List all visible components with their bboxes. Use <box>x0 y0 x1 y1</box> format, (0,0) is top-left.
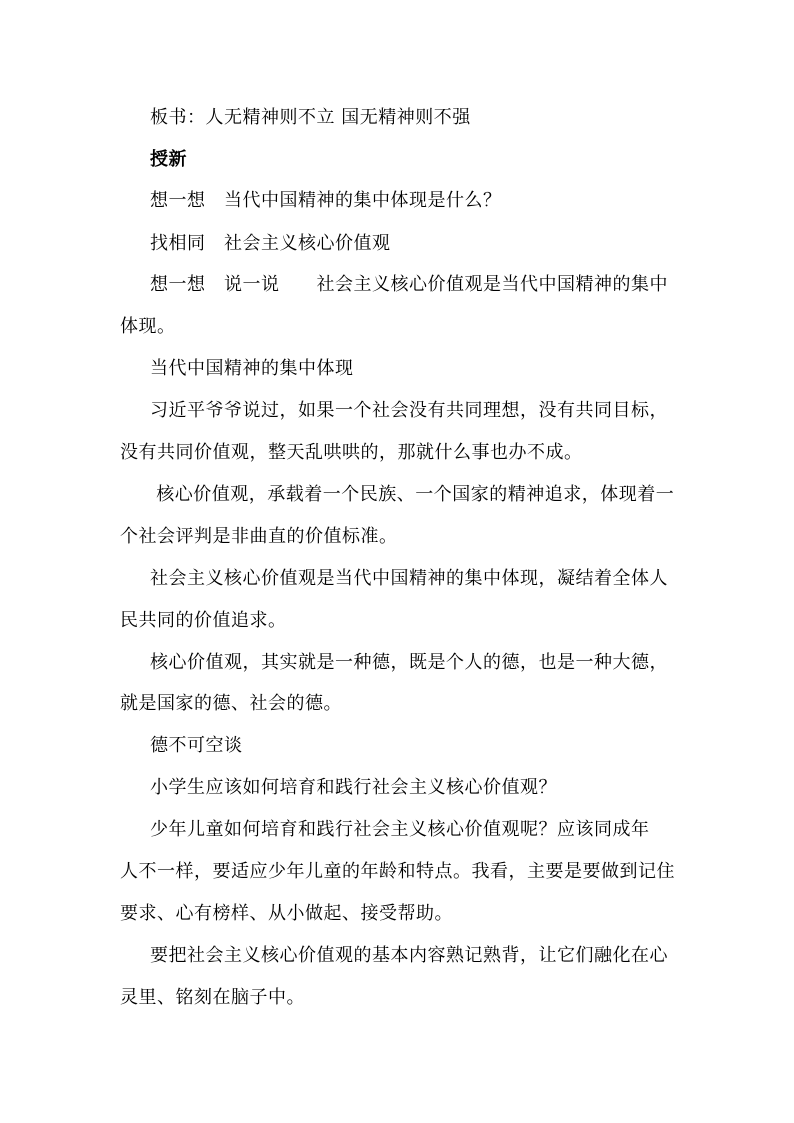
think-question: 想一想 当代中国精神的集中体现是什么？ <box>150 190 502 211</box>
paragraph-5-line-2: 人不一样，要适应少年儿童的年龄和特点。我看，主要是要做到记住 <box>120 861 675 882</box>
paragraph-4-line-2: 就是国家的德、社会的德。 <box>120 693 342 714</box>
paragraph-5-line-3: 要求、心有榜样、从小做起、接受帮助。 <box>120 903 453 924</box>
question-line: 小学生应该如何培育和践行社会主义核心价值观？ <box>150 777 557 798</box>
virtue-heading: 德不可空谈 <box>150 735 243 756</box>
embodiment-heading: 当代中国精神的集中体现 <box>150 358 354 379</box>
section-heading-teach: 授新 <box>150 149 187 170</box>
paragraph-5-line-1: 少年儿童如何培育和践行社会主义核心价值观呢？应该同成年 <box>150 819 650 840</box>
paragraph-2-line-1: 核心价值观，承载着一个民族、一个国家的精神追求，体现着一 <box>150 484 675 505</box>
paragraph-1-line-1: 习近平爷爷说过，如果一个社会没有共同理想，没有共同目标， <box>150 400 668 421</box>
paragraph-3-line-1: 社会主义核心价值观是当代中国精神的集中体现，凝结着全体人 <box>150 568 668 589</box>
paragraph-1-line-2: 没有共同价值观，整天乱哄哄的，那就什么事也办不成。 <box>120 442 583 463</box>
paragraph-6-line-1: 要把社会主义核心价值观的基本内容熟记熟背，让它们融化在心 <box>150 945 668 966</box>
think-say-line-1: 想一想 说一说 社会主义核心价值观是当代中国精神的集中 <box>150 274 668 295</box>
think-say-line-2: 体现。 <box>120 316 176 337</box>
find-same-line: 找相同 社会主义核心价值观 <box>150 233 391 254</box>
paragraph-3-line-2: 民共同的价值追求。 <box>120 610 287 631</box>
paragraph-2-line-2: 个社会评判是非曲直的价值标准。 <box>120 526 398 547</box>
paragraph-4-line-1: 核心价值观，其实就是一种德，既是个人的德，也是一种大德， <box>150 652 668 673</box>
blackboard-line: 板书：人无精神则不立 国无精神则不强 <box>150 107 471 128</box>
paragraph-6-line-2: 灵里、铭刻在脑子中。 <box>120 987 305 1008</box>
